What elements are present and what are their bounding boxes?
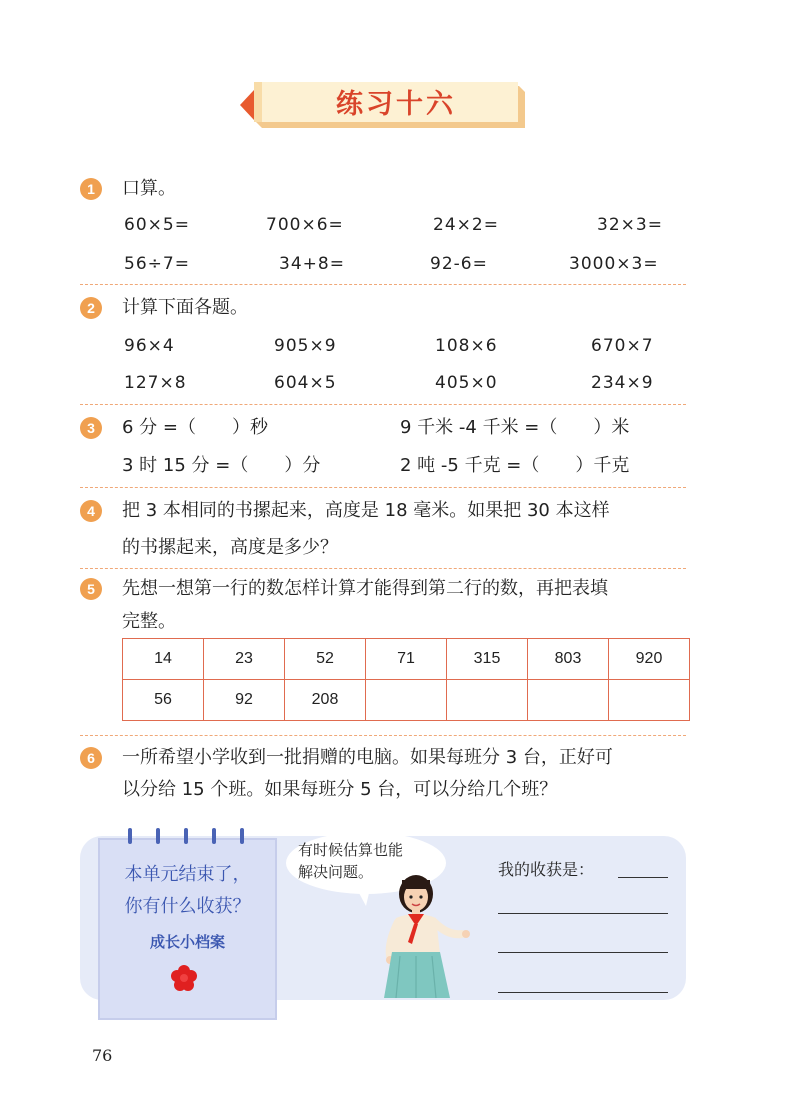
speech-bubble-tail (352, 880, 372, 906)
section-divider (80, 735, 686, 736)
q3-conversion-a: 6 分 =（ ）秒 (122, 417, 268, 438)
q1-expression: 60×5= (124, 215, 190, 235)
q6-text-line2: 以分给 15 个班。如果每班分 5 台，可以分给几个班？ (122, 779, 558, 800)
bubble-line2: 解决问题。 (298, 863, 374, 881)
table-row (123, 639, 690, 680)
answer-line[interactable] (498, 952, 668, 953)
table-cell: 71 (366, 639, 447, 680)
table-cell-blank[interactable] (447, 680, 528, 721)
q3-conversion-c: 3 时 15 分 =（ ）分 (122, 455, 321, 476)
q2-expression: 905×9 (274, 336, 337, 356)
notebook-ring (128, 828, 132, 844)
section-divider (80, 284, 686, 285)
table-cell: 23 (204, 639, 285, 680)
notebook-ring (156, 828, 160, 844)
q1-prompt: 口算。 (122, 178, 176, 199)
answer-line[interactable] (618, 877, 668, 878)
table-cell: 315 (447, 639, 528, 680)
q2-expression: 670×7 (591, 336, 654, 356)
q6-text-line1: 一所希望小学收到一批捐赠的电脑。如果每班分 3 台，正好可 (122, 747, 613, 768)
section-divider (80, 404, 686, 405)
bubble-line1: 有时候估算也能 (298, 841, 404, 859)
table-cell: 803 (528, 639, 609, 680)
table-cell-blank[interactable] (366, 680, 447, 721)
q1-expression: 24×2= (433, 215, 499, 235)
q2-expression: 405×0 (435, 373, 498, 393)
question-number-4: 4 (80, 500, 102, 522)
notebook-ring (212, 828, 216, 844)
girl-illustration (378, 872, 478, 1002)
question-number-5: 5 (80, 578, 102, 600)
table-cell: 920 (609, 639, 690, 680)
table-cell: 52 (285, 639, 366, 680)
q1-expression: 32×3= (597, 215, 663, 235)
q3-conversion-d: 2 吨 -5 千克 =（ ）千克 (400, 455, 630, 476)
notebook-label: 成长小档案 (149, 933, 225, 951)
q4-text-line2: 的书摞起来，高度是多少？ (122, 537, 338, 558)
q5-text-line2: 完整。 (122, 611, 176, 632)
q2-expression: 96×4 (124, 336, 175, 356)
table-cell-blank[interactable] (609, 680, 690, 721)
section-divider (80, 568, 686, 569)
table-row (123, 680, 690, 721)
question-number-3: 3 (80, 417, 102, 439)
q2-expression: 234×9 (591, 373, 654, 393)
q1-expression: 56÷7= (124, 254, 190, 274)
q4-text-line1: 把 3 本相同的书摞起来，高度是 18 毫米。如果把 30 本这样 (122, 500, 610, 521)
q3-conversion-b: 9 千米 -4 千米 =（ ）米 (400, 417, 630, 438)
number-table (122, 638, 690, 721)
exercise-title-banner (240, 82, 525, 128)
harvest-label: 我的收获是： (498, 860, 595, 879)
notebook-line2: 你有什么收获？ (124, 896, 251, 917)
answer-line[interactable] (498, 992, 668, 993)
q1-expression: 92-6= (430, 254, 488, 274)
q2-expression: 108×6 (435, 336, 498, 356)
table-cell: 56 (123, 680, 204, 721)
table-cell: 92 (204, 680, 285, 721)
notebook-ring (240, 828, 244, 844)
q2-expression: 127×8 (124, 373, 187, 393)
question-number-6: 6 (80, 747, 102, 769)
notebook-line1: 本单元结束了， (124, 864, 251, 885)
question-number-1: 1 (80, 178, 102, 200)
answer-line[interactable] (498, 913, 668, 914)
flower-icon (170, 964, 198, 992)
table-cell: 208 (285, 680, 366, 721)
q1-expression: 34+8= (279, 254, 345, 274)
q1-expression: 700×6= (266, 215, 344, 235)
q2-prompt: 计算下面各题。 (122, 297, 248, 318)
page-title: 练习十六 (336, 89, 456, 120)
question-number-2: 2 (80, 297, 102, 319)
table-cell-blank[interactable] (528, 680, 609, 721)
q1-expression: 3000×3= (569, 254, 659, 274)
q2-expression: 604×5 (274, 373, 337, 393)
table-cell: 14 (123, 639, 204, 680)
section-divider (80, 487, 686, 488)
page-number: 76 (92, 1046, 113, 1065)
notebook-ring (184, 828, 188, 844)
q5-text-line1: 先想一想第一行的数怎样计算才能得到第二行的数，再把表填 (122, 578, 608, 599)
